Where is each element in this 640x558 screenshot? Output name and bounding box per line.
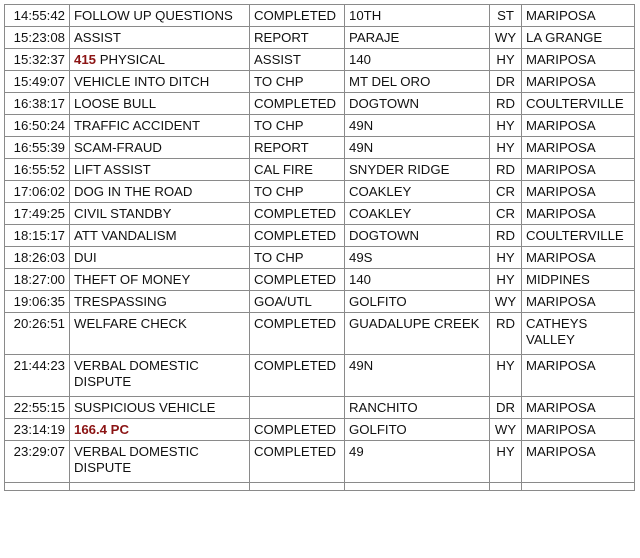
incident-cell <box>70 115 250 137</box>
incident-cell <box>70 419 250 441</box>
time-cell: 16:55:39 <box>5 137 70 159</box>
city-cell: MARIPOSA <box>522 115 635 137</box>
city-cell: MARIPOSA <box>522 419 635 441</box>
disposition-cell: COMPLETED <box>250 419 345 441</box>
incident-type: VERBAL DOMESTIC DISPUTE <box>74 444 199 475</box>
street-cell: MT DEL ORO <box>345 71 490 93</box>
time-cell: 18:26:03 <box>5 247 70 269</box>
disposition-cell: COMPLETED <box>250 441 345 483</box>
incident-cell <box>70 441 250 483</box>
city-cell: MARIPOSA <box>522 441 635 483</box>
table-row <box>5 225 635 247</box>
city-cell: MARIPOSA <box>522 203 635 225</box>
table-row <box>5 247 635 269</box>
city-cell: MARIPOSA <box>522 291 635 313</box>
street-cell: COAKLEY <box>345 181 490 203</box>
incident-cell <box>70 313 250 355</box>
table-row <box>5 441 635 483</box>
street-cell: DOGTOWN <box>345 93 490 115</box>
incident-type: CIVIL STANDBY <box>74 206 172 221</box>
table-row <box>5 397 635 419</box>
time-cell: 18:27:00 <box>5 269 70 291</box>
empty-cell <box>490 483 522 491</box>
table-row <box>5 203 635 225</box>
incident-cell <box>70 5 250 27</box>
city-cell: MARIPOSA <box>522 397 635 419</box>
incident-cell <box>70 181 250 203</box>
call-log-body <box>5 5 635 491</box>
incident-cell <box>70 269 250 291</box>
street-suffix-cell: RD <box>490 225 522 247</box>
incident-type: WELFARE CHECK <box>74 316 187 331</box>
city-cell: MARIPOSA <box>522 5 635 27</box>
empty-cell <box>5 483 70 491</box>
street-cell: 49N <box>345 137 490 159</box>
time-cell: 21:44:23 <box>5 355 70 397</box>
disposition-cell: ASSIST <box>250 49 345 71</box>
incident-cell <box>70 397 250 419</box>
street-cell: COAKLEY <box>345 203 490 225</box>
street-suffix-cell: ST <box>490 5 522 27</box>
street-cell: 140 <box>345 49 490 71</box>
incident-type: LOOSE BULL <box>74 96 157 111</box>
city-cell: COULTERVILLE <box>522 225 635 247</box>
table-row <box>5 115 635 137</box>
incident-cell <box>70 71 250 93</box>
street-suffix-cell: DR <box>490 71 522 93</box>
time-cell: 14:55:42 <box>5 5 70 27</box>
street-cell: 49S <box>345 247 490 269</box>
street-cell: 140 <box>345 269 490 291</box>
empty-cell <box>250 483 345 491</box>
table-row <box>5 5 635 27</box>
incident-type: FOLLOW UP QUESTIONS <box>74 8 233 23</box>
street-cell: DOGTOWN <box>345 225 490 247</box>
street-suffix-cell: WY <box>490 419 522 441</box>
street-cell: SNYDER RIDGE <box>345 159 490 181</box>
city-cell: MARIPOSA <box>522 247 635 269</box>
city-cell: COULTERVILLE <box>522 93 635 115</box>
city-cell: MARIPOSA <box>522 159 635 181</box>
time-cell: 19:06:35 <box>5 291 70 313</box>
incident-type: TRESPASSING <box>74 294 167 309</box>
incident-type: VEHICLE INTO DITCH <box>74 74 210 89</box>
city-cell: MARIPOSA <box>522 137 635 159</box>
table-row <box>5 419 635 441</box>
table-row <box>5 355 635 397</box>
time-cell: 17:49:25 <box>5 203 70 225</box>
city-cell: MARIPOSA <box>522 355 635 397</box>
disposition-cell: COMPLETED <box>250 93 345 115</box>
incident-type: ASSIST <box>74 30 121 45</box>
street-cell: GOLFITO <box>345 419 490 441</box>
street-suffix-cell: HY <box>490 115 522 137</box>
street-suffix-cell: HY <box>490 355 522 397</box>
city-cell: MIDPINES <box>522 269 635 291</box>
street-suffix-cell: RD <box>490 159 522 181</box>
city-cell: CATHEYS VALLEY <box>522 313 635 355</box>
incident-cell <box>70 355 250 397</box>
street-cell: 49 <box>345 441 490 483</box>
disposition-cell: TO CHP <box>250 115 345 137</box>
table-row <box>5 313 635 355</box>
street-cell: RANCHITO <box>345 397 490 419</box>
street-suffix-cell: HY <box>490 137 522 159</box>
table-row <box>5 291 635 313</box>
time-cell: 16:55:52 <box>5 159 70 181</box>
incident-type: THEFT OF MONEY <box>74 272 191 287</box>
empty-cell <box>522 483 635 491</box>
table-row <box>5 159 635 181</box>
table-row <box>5 137 635 159</box>
street-cell: GOLFITO <box>345 291 490 313</box>
time-cell: 15:23:08 <box>5 27 70 49</box>
disposition-cell: COMPLETED <box>250 313 345 355</box>
time-cell: 17:06:02 <box>5 181 70 203</box>
street-suffix-cell: WY <box>490 291 522 313</box>
incident-type: PHYSICAL <box>99 52 165 67</box>
incident-type: LIFT ASSIST <box>74 162 151 177</box>
disposition-cell: TO CHP <box>250 71 345 93</box>
city-cell: MARIPOSA <box>522 71 635 93</box>
incident-type: VERBAL DOMESTIC DISPUTE <box>74 358 199 389</box>
disposition-cell: REPORT <box>250 137 345 159</box>
street-suffix-cell: RD <box>490 93 522 115</box>
incident-cell <box>70 93 250 115</box>
street-cell: PARAJE <box>345 27 490 49</box>
street-cell: 49N <box>345 355 490 397</box>
time-cell: 16:50:24 <box>5 115 70 137</box>
disposition-cell: TO CHP <box>250 181 345 203</box>
table-row <box>5 93 635 115</box>
call-log <box>4 4 634 491</box>
street-suffix-cell: HY <box>490 247 522 269</box>
incident-type: DUI <box>74 250 97 265</box>
street-suffix-cell: RD <box>490 313 522 355</box>
table-row-empty <box>5 483 635 491</box>
street-suffix-cell: HY <box>490 269 522 291</box>
city-cell: LA GRANGE <box>522 27 635 49</box>
city-cell: MARIPOSA <box>522 181 635 203</box>
incident-cell <box>70 159 250 181</box>
street-suffix-cell: DR <box>490 397 522 419</box>
disposition-cell <box>250 397 345 419</box>
disposition-cell: COMPLETED <box>250 355 345 397</box>
street-cell: GUADALUPE CREEK <box>345 313 490 355</box>
disposition-cell: COMPLETED <box>250 5 345 27</box>
table-row <box>5 181 635 203</box>
table-row <box>5 71 635 93</box>
empty-cell <box>345 483 490 491</box>
disposition-cell: COMPLETED <box>250 225 345 247</box>
disposition-cell: GOA/UTL <box>250 291 345 313</box>
incident-cell <box>70 27 250 49</box>
time-cell: 15:32:37 <box>5 49 70 71</box>
street-suffix-cell: CR <box>490 181 522 203</box>
disposition-cell: CAL FIRE <box>250 159 345 181</box>
time-cell: 16:38:17 <box>5 93 70 115</box>
street-suffix-cell: HY <box>490 441 522 483</box>
incident-type: DOG IN THE ROAD <box>74 184 193 199</box>
incident-cell <box>70 203 250 225</box>
incident-type: SCAM-FRAUD <box>74 140 162 155</box>
table-row <box>5 269 635 291</box>
time-cell: 18:15:17 <box>5 225 70 247</box>
incident-code: 166.4 PC <box>74 422 129 437</box>
incident-cell <box>70 49 250 71</box>
time-cell: 20:26:51 <box>5 313 70 355</box>
disposition-cell: COMPLETED <box>250 203 345 225</box>
incident-type: TRAFFIC ACCIDENT <box>74 118 201 133</box>
incident-cell <box>70 247 250 269</box>
time-cell: 23:14:19 <box>5 419 70 441</box>
street-suffix-cell: HY <box>490 49 522 71</box>
incident-cell <box>70 225 250 247</box>
street-cell: 49N <box>345 115 490 137</box>
street-suffix-cell: WY <box>490 27 522 49</box>
time-cell: 15:49:07 <box>5 71 70 93</box>
time-cell: 23:29:07 <box>5 441 70 483</box>
disposition-cell: REPORT <box>250 27 345 49</box>
incident-cell <box>70 291 250 313</box>
street-suffix-cell: CR <box>490 203 522 225</box>
empty-cell <box>70 483 250 491</box>
incident-type: ATT VANDALISM <box>74 228 177 243</box>
disposition-cell: COMPLETED <box>250 269 345 291</box>
city-cell: MARIPOSA <box>522 49 635 71</box>
time-cell: 22:55:15 <box>5 397 70 419</box>
incident-code: 415 <box>74 52 97 67</box>
incident-type: SUSPICIOUS VEHICLE <box>74 400 216 415</box>
call-log-table <box>4 4 635 491</box>
table-row <box>5 49 635 71</box>
street-cell: 10TH <box>345 5 490 27</box>
disposition-cell: TO CHP <box>250 247 345 269</box>
incident-cell <box>70 137 250 159</box>
table-row <box>5 27 635 49</box>
